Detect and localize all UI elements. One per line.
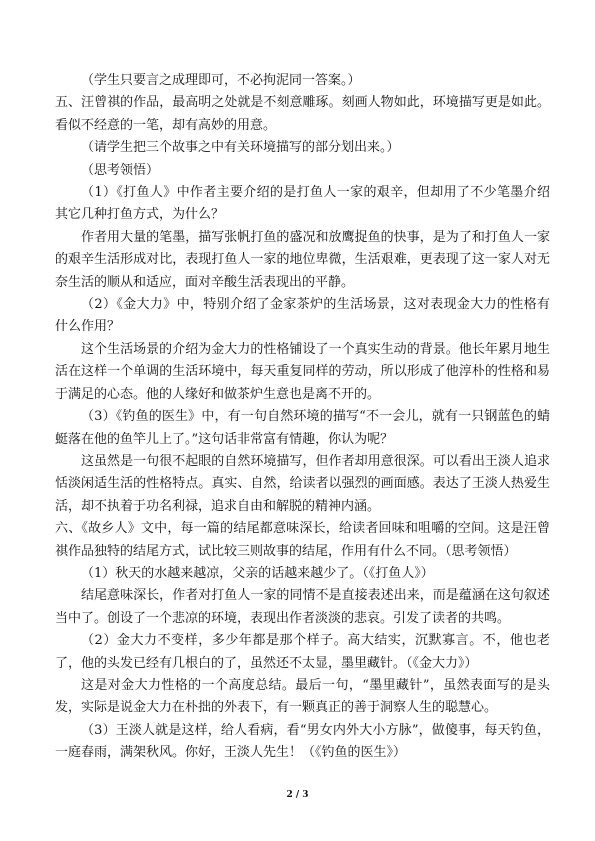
paragraph: （1）秋天的水越来越凉，父亲的话越来越少了。（《打鱼人》） <box>81 565 434 581</box>
paragraph: 六、《故乡人》文中，每一篇的结尾都意味深长，给读者回味和咀嚼的空间。这是汪曾祺作品独特的结尾方式，试比较三则故事的结尾，作用有什么不同。（思考领悟） <box>55 521 550 559</box>
page-number: 2 / 3 <box>286 790 309 800</box>
document-body <box>55 70 550 765</box>
paragraph: （3）《钓鱼的医生》中，有一句自然环境的描写“不一会儿，就有一只钢蓝色的蜻蜓落在他的鱼竿儿上了。”这句话非常富有情趣，你认为呢？ <box>55 409 550 447</box>
paragraph: （学生只要言之成理即可，不必拘泥同一答案。） <box>81 73 361 88</box>
paragraph: 这是对金大力性格的一个高度总结。最后一句，“墨里藏针”，虽然表面写的是头发，实际是说金大力在朴拙的外表下，有一颗真正的善于洞察人生的聪慧心。 <box>55 677 550 716</box>
paragraph: （1）《打鱼人》中作者主要介绍的是打鱼人一家的艰辛，但却用了不少笔墨介绍其它几种打鱼方式，为什么？ <box>55 185 550 223</box>
paragraph: （3）王淡人就是这样，给人看病，看“男女内外大小方脉”，做傻事，每天钓鱼，一庭春雨，满架秋风。你好，王淡人先生！（《钓鱼的医生》） <box>55 722 550 761</box>
paragraph: 这个生活场景的介绍为金大力的性格铺设了一个真实生动的背景。他长年累月地生活在这样一个单调的生活环境中，每天重复同样的劳动，所以形成了他淳朴的性格和易于满足的心态。他的人缘好和做茶炉生意也是离不开的。 <box>55 341 550 402</box>
paragraph: （思考领悟） <box>81 162 160 178</box>
paragraph: 五、汪曾祺的作品，最高明之处就是不刻意雕琢。刻画人物如此，环境描写更是如此。看似不经意的一笔，却有高妙的用意。 <box>55 95 550 133</box>
paragraph: （2）《金大力》中，特别介绍了金家茶炉的生活场景，这对表现金大力的性格有什么作用？ <box>55 297 550 335</box>
paragraph: 结尾意味深长，作者对打鱼人一家的同情不是直接表述出来，而是蕴涵在这句叙述当中了。创设了一个悲凉的环境，表现出作者淡淡的悲哀。引发了读者的共鸣。 <box>55 588 550 626</box>
paragraph: 这虽然是一句很不起眼的自然环境描写，但作者却用意很深。可以看出王淡人追求恬淡闲适生活的性格特点。真实、自然，给读者以强烈的画面感。表达了王淡人热爱生活，却不执着于功名利禄，追求自由和解脱的精神内涵。 <box>55 453 550 514</box>
paragraph: （2）金大力不变样，多少年都是那个样子。高大结实，沉默寡言。不，他也老了，他的头发已经有几根白的了，虽然还不太显，墨里藏针。（《金大力》） <box>55 633 550 671</box>
paragraph: （请学生把三个故事之中有关环境描写的部分划出来。） <box>81 140 400 156</box>
paragraph: 作者用大量的笔墨，描写张帆打鱼的盛况和放鹰捉鱼的快事，是为了和打鱼人一家的艰辛生活形成对比，表现打鱼人一家的地位卑微，生活艰难，更表现了这一家人对无奈生活的顺从和适应，面对辛酸生活表现出的平静。 <box>55 229 550 290</box>
